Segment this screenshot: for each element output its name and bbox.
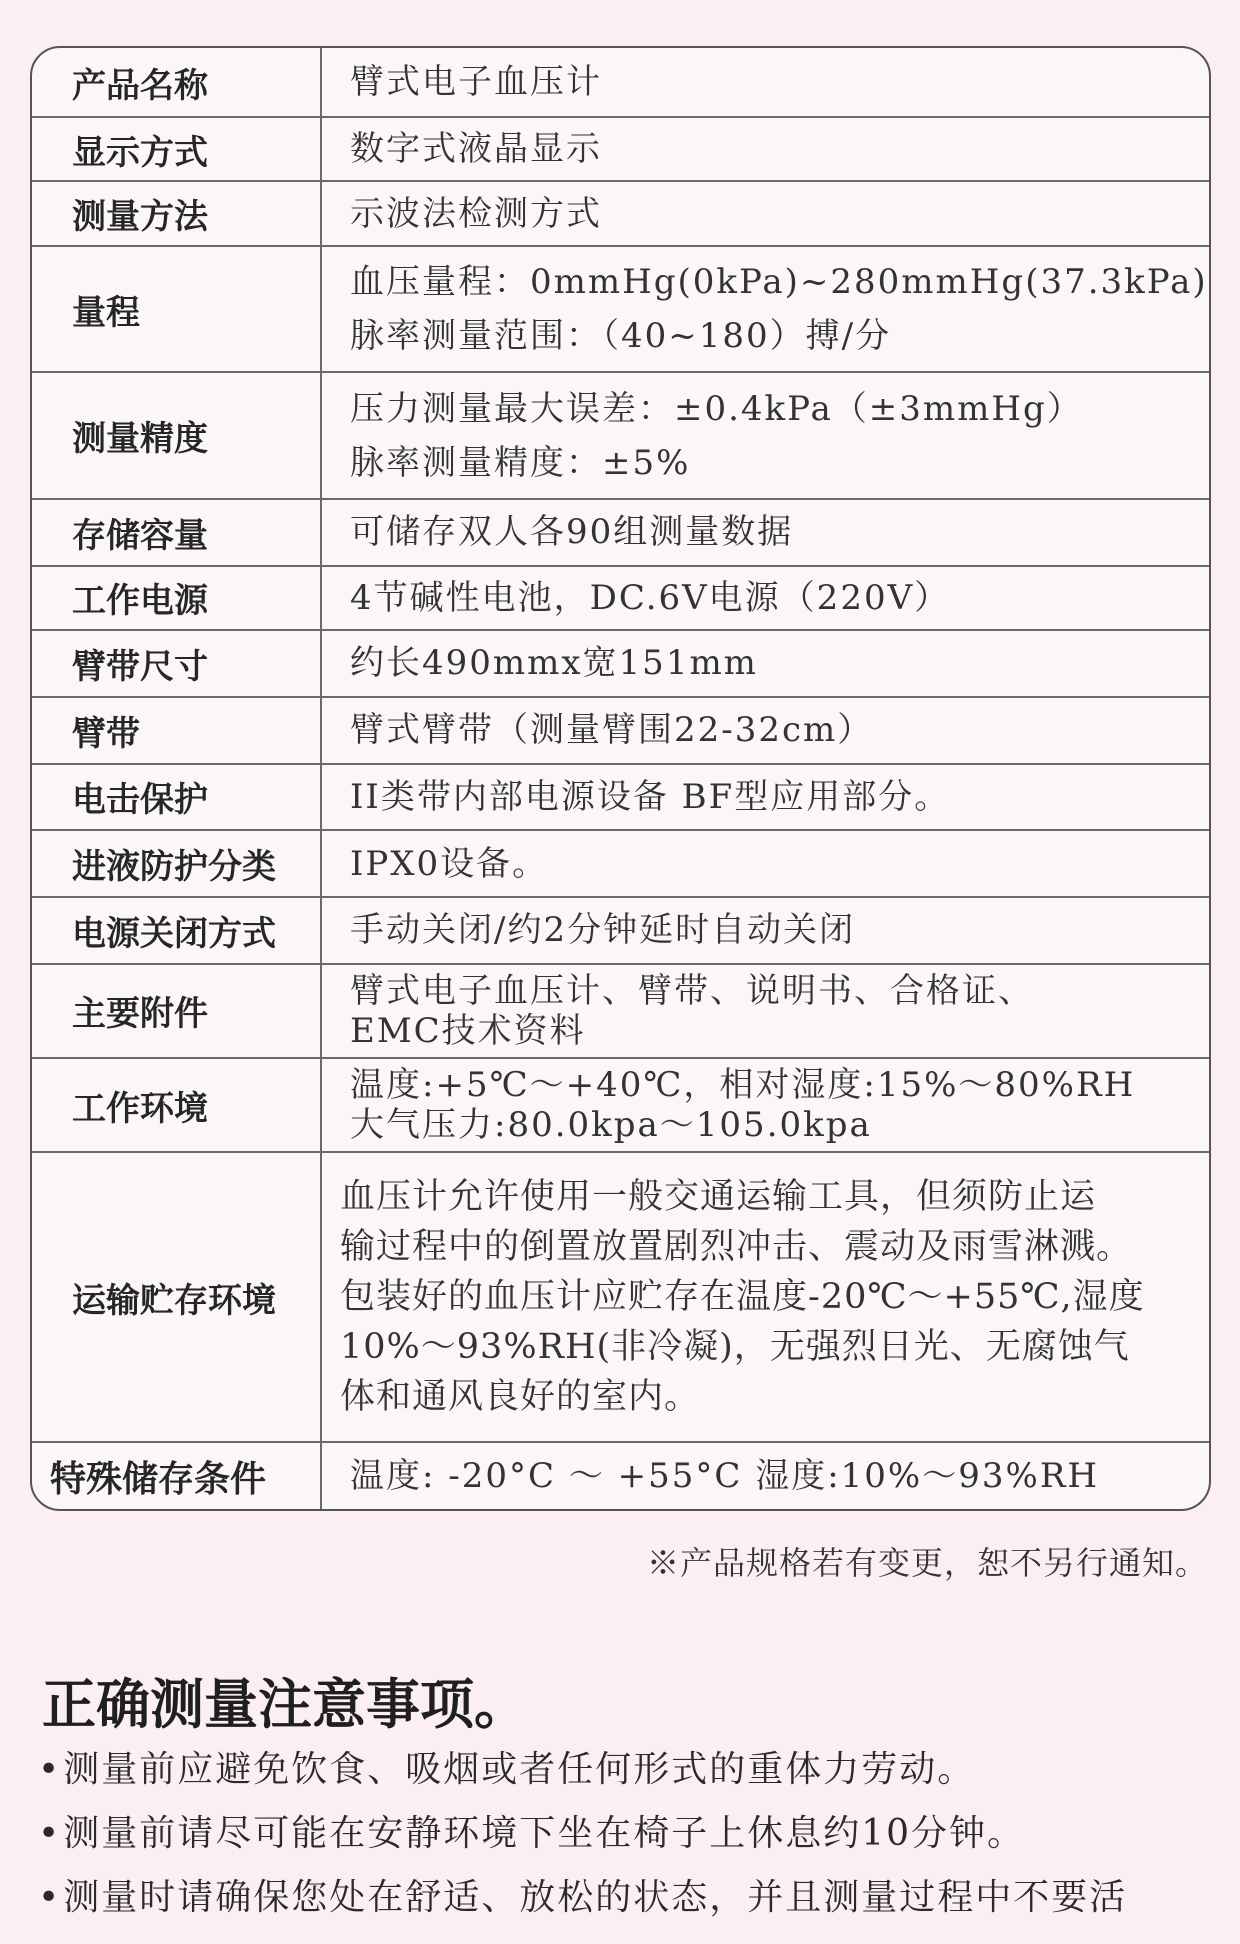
spec-row	[32, 764, 1209, 831]
spec-label: 测量精度	[32, 372, 321, 499]
spec-value-line: 血压量程：0mmHg(0kPa)~280mmHg(37.3kPa)	[350, 262, 1208, 303]
spec-label: 主要附件	[32, 964, 321, 1058]
spec-row	[32, 830, 1209, 897]
section-title: 正确测量注意事项。	[42, 1673, 528, 1736]
spec-value-line: 臂式电子血压计	[350, 62, 602, 102]
spec-value	[321, 1152, 1209, 1442]
spec-value	[321, 566, 1209, 630]
spec-value	[321, 630, 1209, 697]
spec-table	[32, 48, 1209, 1509]
tip-text: 测量前请尽可能在安静环境下坐在椅子上休息约10分钟。	[63, 1813, 1026, 1854]
spec-value	[321, 897, 1209, 964]
spec-label: 产品名称	[32, 48, 321, 117]
spec-value	[321, 830, 1209, 897]
spec-label: 工作电源	[32, 566, 321, 630]
spec-change-notice: ※产品规格若有变更，恕不另行通知。	[646, 1544, 1208, 1582]
spec-row	[32, 964, 1209, 1058]
spec-row	[32, 1058, 1209, 1152]
spec-label: 运输贮存环境	[32, 1152, 321, 1442]
spec-value-line: 臂式臂带（测量臂围22-32cm）	[350, 710, 874, 751]
spec-value-line: 温度: -20°C ～ +55°C 湿度:10%～93%RH	[350, 1456, 1100, 1497]
spec-value-line: 压力测量最大误差：±0.4kPa（±3mmHg）	[350, 388, 1083, 429]
spec-value	[321, 246, 1209, 373]
bullet-icon: •	[38, 1813, 62, 1854]
spec-row	[32, 48, 1209, 117]
measurement-tips-list	[38, 1749, 1218, 1944]
spec-value-line: 约长490mmx宽151mm	[350, 643, 758, 684]
spec-row	[32, 630, 1209, 697]
spec-value	[321, 964, 1209, 1058]
spec-label: 电击保护	[32, 764, 321, 831]
spec-label: 特殊储存条件	[32, 1442, 321, 1509]
tip-item	[38, 1749, 1218, 1790]
spec-value-line: 体和通风良好的室内。	[340, 1377, 701, 1418]
spec-value-line: IPX0设备。	[350, 843, 549, 884]
spec-value-line: 血压计允许使用一般交通运输工具，但须防止运	[340, 1177, 1097, 1218]
spec-value-line: II类带内部电源设备 BF型应用部分。	[350, 776, 951, 817]
spec-label: 存储容量	[32, 499, 321, 566]
spec-value	[321, 697, 1209, 764]
spec-value-line: 温度:+5℃～+40℃，相对湿度:15%～80%RH	[350, 1065, 1136, 1106]
spec-row	[32, 246, 1209, 373]
spec-row	[32, 372, 1209, 499]
spec-value-line: 10%～93%RH(非冷凝)，无强烈日光、无腐蚀气	[340, 1327, 1130, 1368]
spec-value	[321, 1058, 1209, 1152]
spec-row	[32, 566, 1209, 630]
spec-row	[32, 1152, 1209, 1442]
spec-value-line: 示波法检测方式	[350, 193, 602, 234]
tip-text: 测量前应避免饮食、吸烟或者任何形式的重体力劳动。	[63, 1749, 976, 1790]
spec-value	[321, 372, 1209, 499]
bullet-icon: •	[38, 1877, 62, 1918]
spec-label: 臂带	[32, 697, 321, 764]
spec-row	[32, 117, 1209, 181]
spec-value	[321, 1442, 1209, 1509]
spec-row	[32, 697, 1209, 764]
spec-row	[32, 181, 1209, 245]
spec-value-line: 数字式液晶显示	[350, 129, 602, 170]
spec-value	[321, 117, 1209, 181]
spec-value	[321, 499, 1209, 566]
spec-value-line: 包装好的血压计应贮存在温度-20℃～+55℃,湿度	[340, 1277, 1145, 1318]
spec-label: 显示方式	[32, 117, 321, 181]
bullet-icon: •	[38, 1749, 62, 1790]
spec-value-line: 大气压力:80.0kpa～105.0kpa	[350, 1105, 872, 1146]
spec-row	[32, 1442, 1209, 1509]
spec-value-line: 手动关闭/约2分钟延时自动关闭	[350, 910, 856, 951]
spec-value	[321, 181, 1209, 245]
spec-value-line: 臂式电子血压计、臂带、说明书、合格证、	[350, 970, 1034, 1011]
spec-value-line: 4节碱性电池，DC.6V电源（220V）	[350, 577, 951, 618]
spec-value	[321, 764, 1209, 831]
tip-item	[38, 1877, 1218, 1918]
spec-table-card	[30, 46, 1211, 1511]
spec-row	[32, 897, 1209, 964]
spec-value-line: 可储存双人各90组测量数据	[350, 512, 794, 553]
spec-label: 量程	[32, 246, 321, 373]
spec-value	[321, 48, 1209, 117]
spec-value-line: 输过程中的倒置放置剧烈冲击、震动及雨雪淋溅。	[340, 1227, 1133, 1268]
spec-label: 工作环境	[32, 1058, 321, 1152]
spec-row	[32, 499, 1209, 566]
spec-label: 臂带尺寸	[32, 630, 321, 697]
spec-value-line: 脉率测量范围：（40~180）搏/分	[350, 316, 892, 357]
spec-value-line: 脉率测量精度：±5%	[350, 442, 691, 483]
spec-label: 电源关闭方式	[32, 897, 321, 964]
tip-item	[38, 1813, 1218, 1854]
spec-label: 进液防护分类	[32, 830, 321, 897]
spec-value-line: EMC技术资料	[350, 1010, 586, 1051]
tip-text: 测量时请确保您处在舒适、放松的状态，并且测量过程中不要活	[63, 1877, 1128, 1918]
spec-label: 测量方法	[32, 181, 321, 245]
